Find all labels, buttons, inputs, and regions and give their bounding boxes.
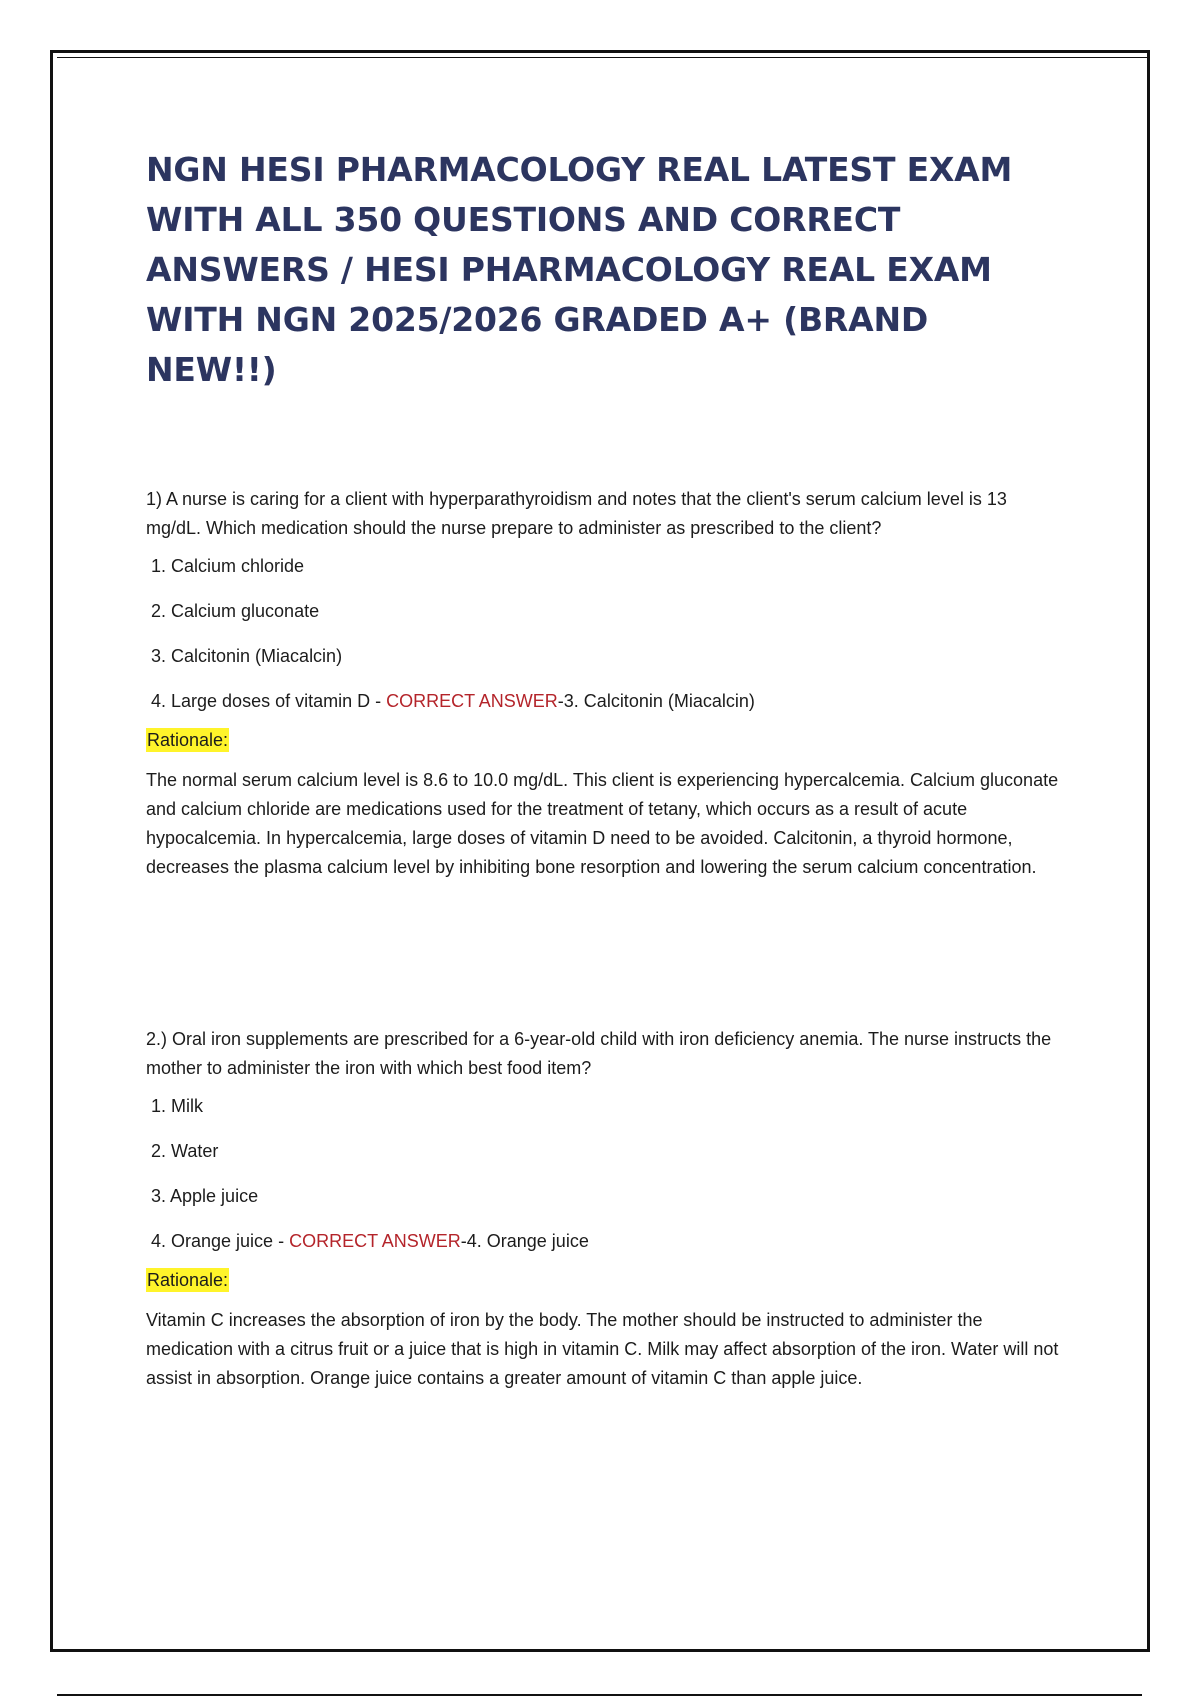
rationale-text: The normal serum calcium level is 8.6 to 10.0 mg/dL. This client is experiencing hypercalcemia. Calcium gluconate and calcium chloride are medications used for the treatment of tetany, which occurs as a result of acute hypocalcemia. In hypercalcemia, large doses of vitamin D need to be avoided. Calcitonin, a thyroid hormone, decreases the plasma calcium level by inhibiting bone resorption and lowering the serum calcium concentration. bbox=[146, 770, 1059, 877]
correct-answer-value: -4. Orange juice bbox=[460, 1231, 589, 1251]
option-3: 3. Apple juice bbox=[151, 1186, 259, 1206]
question-stem: 1) A nurse is caring for a client with hyperparathyroidism and notes that the client's serum calcium level is 13 mg/dL. Which medication should the nurse prepare to administer as prescribed to the client? bbox=[146, 489, 1007, 538]
document-body bbox=[146, 145, 1066, 1388]
correct-answer-value: -3. Calcitonin (Miacalcin) bbox=[557, 691, 755, 711]
rationale-label: Rationale: bbox=[147, 730, 229, 750]
document-title: NGN HESI PHARMACOLOGY REAL LATEST EXAM WITH ALL 350 QUESTIONS AND CORRECT ANSWERS / HESI PHARMACOLOGY REAL EXAM WITH NGN 2025/2026 GRADED A+ (BRAND NEW!!) bbox=[146, 150, 1013, 389]
question-stem: 2.) Oral iron supplements are prescribed for a 6-year-old child with iron deficiency anemia. The nurse instructs the mother to administer the iron with which best food item? bbox=[146, 1029, 1052, 1078]
option-4-text: 4. Orange juice - bbox=[151, 1231, 290, 1251]
option-4 bbox=[151, 1228, 1066, 1254]
question-2 bbox=[146, 1025, 1066, 1393]
rationale-text: Vitamin C increases the absorption of iron by the body. The mother should be instructed to administer the medication with a citrus fruit or a juice that is high in vitamin C. Milk may affect absorption of the iron. Water will not assist in absorption. Orange juice contains a greater amount of vitamin C than apple juice. bbox=[146, 1310, 1059, 1388]
option-3: 3. Calcitonin (Miacalcin) bbox=[151, 646, 343, 666]
answer-options bbox=[146, 1093, 1066, 1254]
correct-answer-label: CORRECT ANSWER bbox=[289, 1231, 461, 1251]
option-2: 2. Calcium gluconate bbox=[151, 601, 320, 621]
option-2: 2. Water bbox=[151, 1141, 219, 1161]
correct-answer-label: CORRECT ANSWER bbox=[386, 691, 558, 711]
question-1 bbox=[146, 485, 1066, 882]
rationale-label: Rationale: bbox=[147, 1270, 229, 1290]
option-4 bbox=[151, 688, 1066, 714]
option-4-text: 4. Large doses of vitamin D - bbox=[151, 691, 387, 711]
option-1: 1. Calcium chloride bbox=[151, 556, 305, 576]
answer-options bbox=[146, 553, 1066, 714]
bottom-divider bbox=[57, 1694, 1142, 1696]
option-1: 1. Milk bbox=[151, 1096, 204, 1116]
